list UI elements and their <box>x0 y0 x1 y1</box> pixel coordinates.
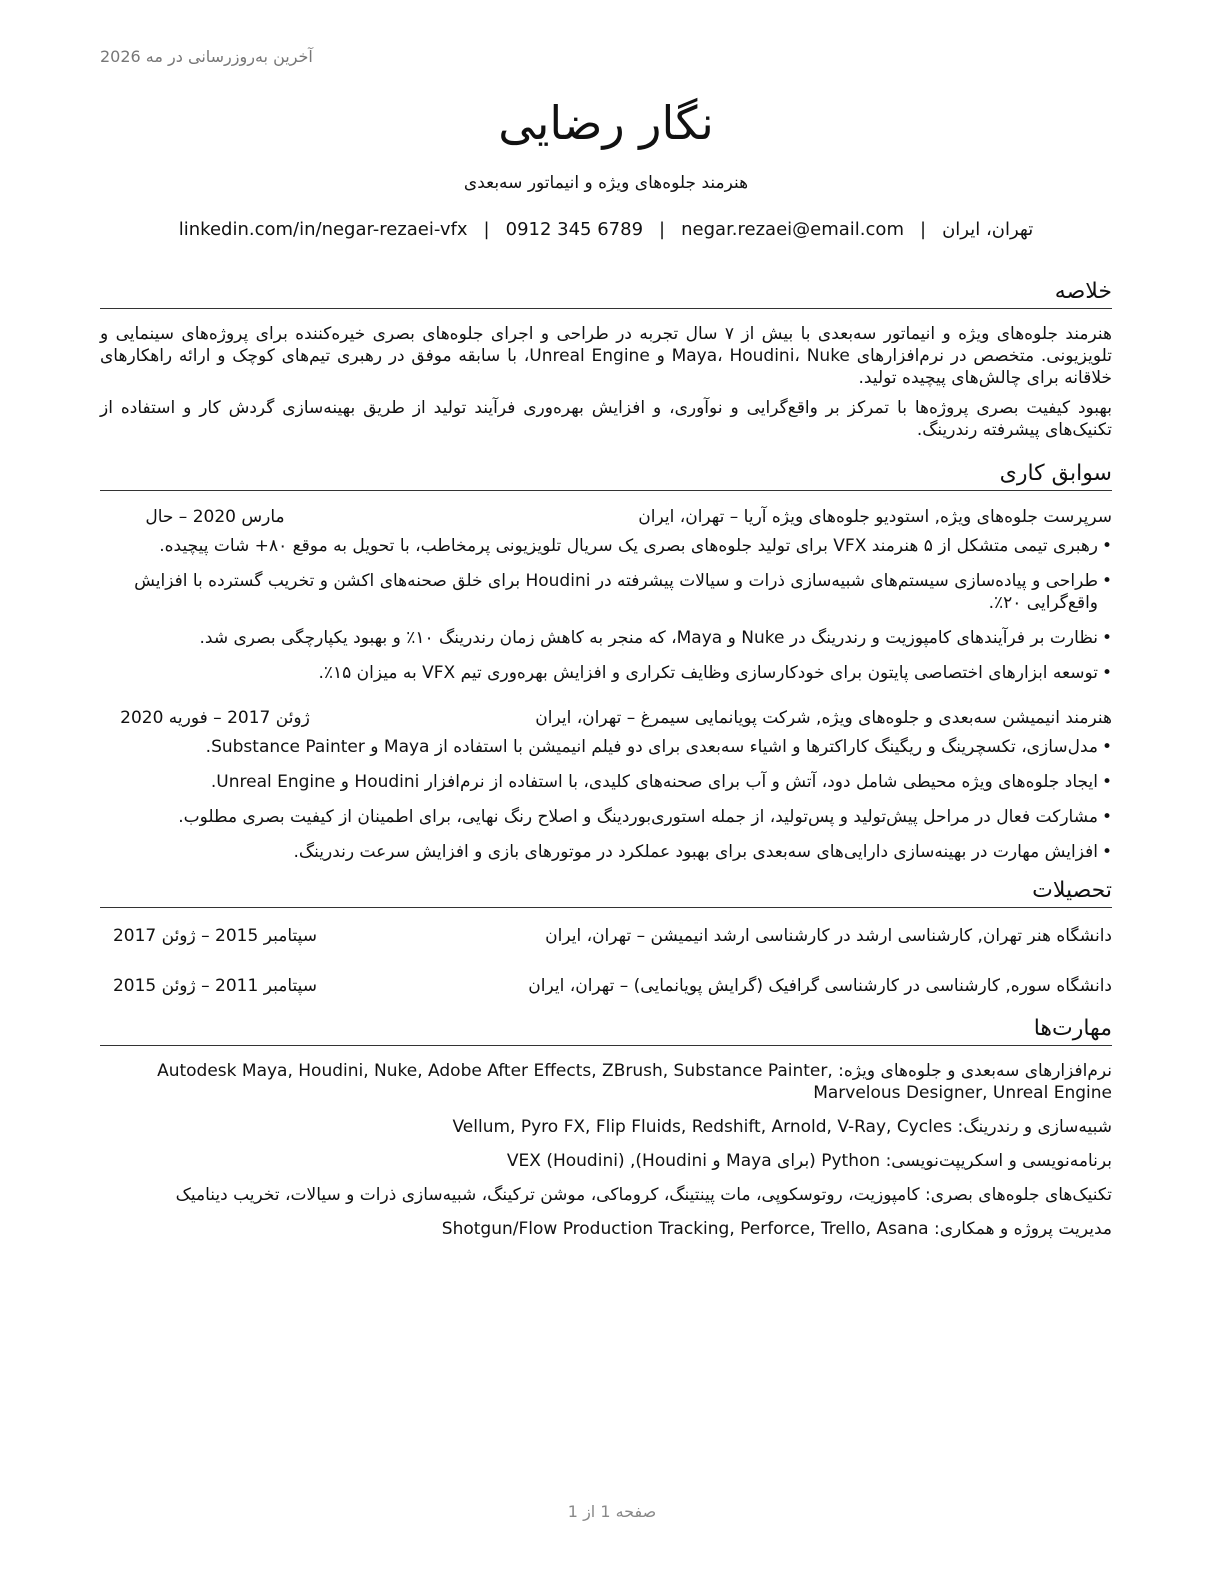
job-bullets <box>100 535 1112 684</box>
resume-content <box>100 95 1112 1252</box>
job-header <box>100 706 1112 730</box>
skill-row <box>100 1060 1112 1104</box>
contact-location: تهران، ایران <box>942 219 1034 240</box>
person-name: نگار رضایی <box>498 96 714 150</box>
skill-row <box>100 1116 1112 1138</box>
skills-heading: مهارت‌ها <box>100 1014 1112 1046</box>
skill-label: برنامه‌نویسی و اسکریپت‌نویسی: <box>885 1151 1112 1171</box>
skill-row <box>100 1184 1112 1206</box>
job-dates: ژوئن 2017 – فوریه 2020 <box>120 708 310 728</box>
education-section <box>100 876 1112 998</box>
summary-paragraph: هنرمند جلوه‌های ویژه و انیماتور سه‌بعدی با بیش از ۷ سال تجربه در طراحی و اجرای جلوه‌های بصری خیره‌کننده برای پروژه‌های سینمایی و تلویزیونی. متخصص در نرم‌افزارهای Maya، Houdini، Nuke و Unreal Engine، با سابقه موفق در رهبری تیم‌های کوچک و ارائه راهکارهای خلاقانه برای چالش‌های پیچیده تولید. <box>100 324 1113 388</box>
summary-heading: خلاصه <box>100 277 1112 309</box>
experience-section <box>100 459 1112 863</box>
job-bullet: • طراحی و پیاده‌سازی سیستم‌های شبیه‌سازی ذرات و سیالات پیشرفته در Houdini برای خلق صحنه‌های اکشن و تخریب گسترده با افزایش واقع‌گرایی ۲۰٪. <box>100 570 1112 614</box>
job-title-company: سرپرست جلوه‌های ویژه, استودیو جلوه‌های ویژه آریا – تهران، ایران <box>638 507 1112 527</box>
job-bullet: • رهبری تیمی متشکل از ۵ هنرمند VFX برای تولید جلوه‌های بصری یک سریال تلویزیونی پرمخاطب، با تحویل به موقع ۸۰+ شات پیچیده. <box>100 535 1112 557</box>
experience-heading: سوابق کاری <box>100 459 1112 491</box>
job-title-company: هنرمند انیمیشن سه‌بعدی و جلوه‌های ویژه, شرکت پویانمایی سیمرغ – تهران، ایران <box>535 708 1112 728</box>
job-bullet: • مشارکت فعال در مراحل پیش‌تولید و پس‌تولید، از جمله استوری‌بوردینگ و اصلاح رنگ نهایی، برای اطمینان از کیفیت بصری مطلوب. <box>100 806 1112 828</box>
skill-label: تکنیک‌های جلوه‌های بصری: <box>924 1185 1112 1205</box>
summary-paragraph: بهبود کیفیت بصری پروژه‌ها با تمرکز بر واقع‌گرایی و نوآوری، و افزایش بهره‌وری فرآیند تولید از طریق بهینه‌سازی گردش کار و استفاده از تکنیک‌های پیشرفته رندرینگ. <box>100 398 1112 440</box>
last-updated: آخرین به‌روزرسانی در مه 2026 <box>100 47 313 66</box>
job-header <box>100 505 1112 529</box>
skill-value: Autodesk Maya, Houdini, Nuke, Adobe After Effects, ZBrush, Substance Painter, Marvelous Designer, Unreal Engine <box>157 1061 1112 1103</box>
contact-separator: | <box>659 219 666 240</box>
contact-line <box>100 217 1112 243</box>
education-item <box>100 974 1112 998</box>
education-heading: تحصیلات <box>100 876 1112 908</box>
summary-body <box>100 323 1112 441</box>
education-dates: سپتامبر 2015 – ژوئن 2017 <box>112 926 318 946</box>
job-entry <box>100 505 1112 684</box>
skill-row <box>100 1150 1112 1172</box>
job-bullet: • مدل‌سازی، تکسچرینگ و ریگینگ کاراکترها و اشیاء سه‌بعدی برای دو فیلم انیمیشن با استفاده از Maya و Substance Painter. <box>100 736 1112 758</box>
job-bullet: • نظارت بر فرآیندهای کامپوزیت و رندرینگ در Nuke و Maya، که منجر به کاهش زمان رندرینگ ۱۰٪ و بهبود یکپارچگی بصری شد. <box>100 627 1112 649</box>
job-bullet: • ایجاد جلوه‌های ویژه محیطی شامل دود، آتش و آب برای صحنه‌های کلیدی، با استفاده از نرم‌افزار Houdini و Unreal Engine. <box>100 771 1112 793</box>
job-title: هنرمند جلوه‌های ویژه و انیماتور سه‌بعدی <box>463 173 749 193</box>
contact-phone[interactable]: 0912 345 6789 <box>505 219 644 240</box>
skill-value: کامپوزیت، روتوسکوپی، مات پینتینگ، کروماکی، موشن ترکینگ، شبیه‌سازی ذرات و سیالات، تخریب دینامیک <box>175 1185 920 1205</box>
summary-section <box>100 277 1112 441</box>
skills-section <box>100 1014 1112 1240</box>
contact-email[interactable]: negar.rezaei@email.com <box>681 219 904 240</box>
skill-label: نرم‌افزارهای سه‌بعدی و جلوه‌های ویژه: <box>838 1061 1112 1081</box>
job-bullet: • افزایش مهارت در بهینه‌سازی دارایی‌های سه‌بعدی برای بهبود عملکرد در موتورهای بازی و افزایش سرعت رندرینگ. <box>100 841 1112 863</box>
contact-linkedin[interactable]: linkedin.com/in/negar-rezaei-vfx <box>178 219 468 240</box>
skill-row <box>100 1218 1112 1240</box>
education-text: دانشگاه هنر تهران, کارشناسی ارشد در کارشناسی ارشد انیمیشن – تهران، ایران <box>545 926 1112 946</box>
job-bullets <box>100 736 1112 863</box>
skill-label: شبیه‌سازی و رندرینگ: <box>957 1117 1112 1137</box>
skill-value: Vellum, Pyro FX, Flip Fluids, Redshift, Arnold, V-Ray, Cycles <box>452 1117 953 1137</box>
skill-value: Python (برای Maya و Houdini), VEX (Houdini) <box>506 1151 881 1171</box>
skill-value: Shotgun/Flow Production Tracking, Perforce, Trello, Asana <box>441 1219 929 1239</box>
skill-label: مدیریت پروژه و همکاری: <box>933 1219 1112 1239</box>
page-number: صفحه 1 از 1 <box>567 1502 657 1521</box>
contact-separator: | <box>483 219 490 240</box>
education-dates: سپتامبر 2011 – ژوئن 2015 <box>112 976 318 996</box>
job-dates: مارس 2020 – حال <box>145 507 285 527</box>
job-entry <box>100 706 1112 863</box>
skills-list <box>100 1060 1112 1240</box>
contact-separator: | <box>919 219 927 240</box>
job-bullet: • توسعه ابزارهای اختصاصی پایتون برای خودکارسازی وظایف تکراری و افزایش بهره‌وری تیم VFX به میزان ۱۵٪. <box>100 662 1112 684</box>
education-item <box>100 924 1112 948</box>
education-text: دانشگاه سوره, کارشناسی در کارشناسی گرافیک (گرایش پویانمایی) – تهران، ایران <box>528 976 1112 996</box>
